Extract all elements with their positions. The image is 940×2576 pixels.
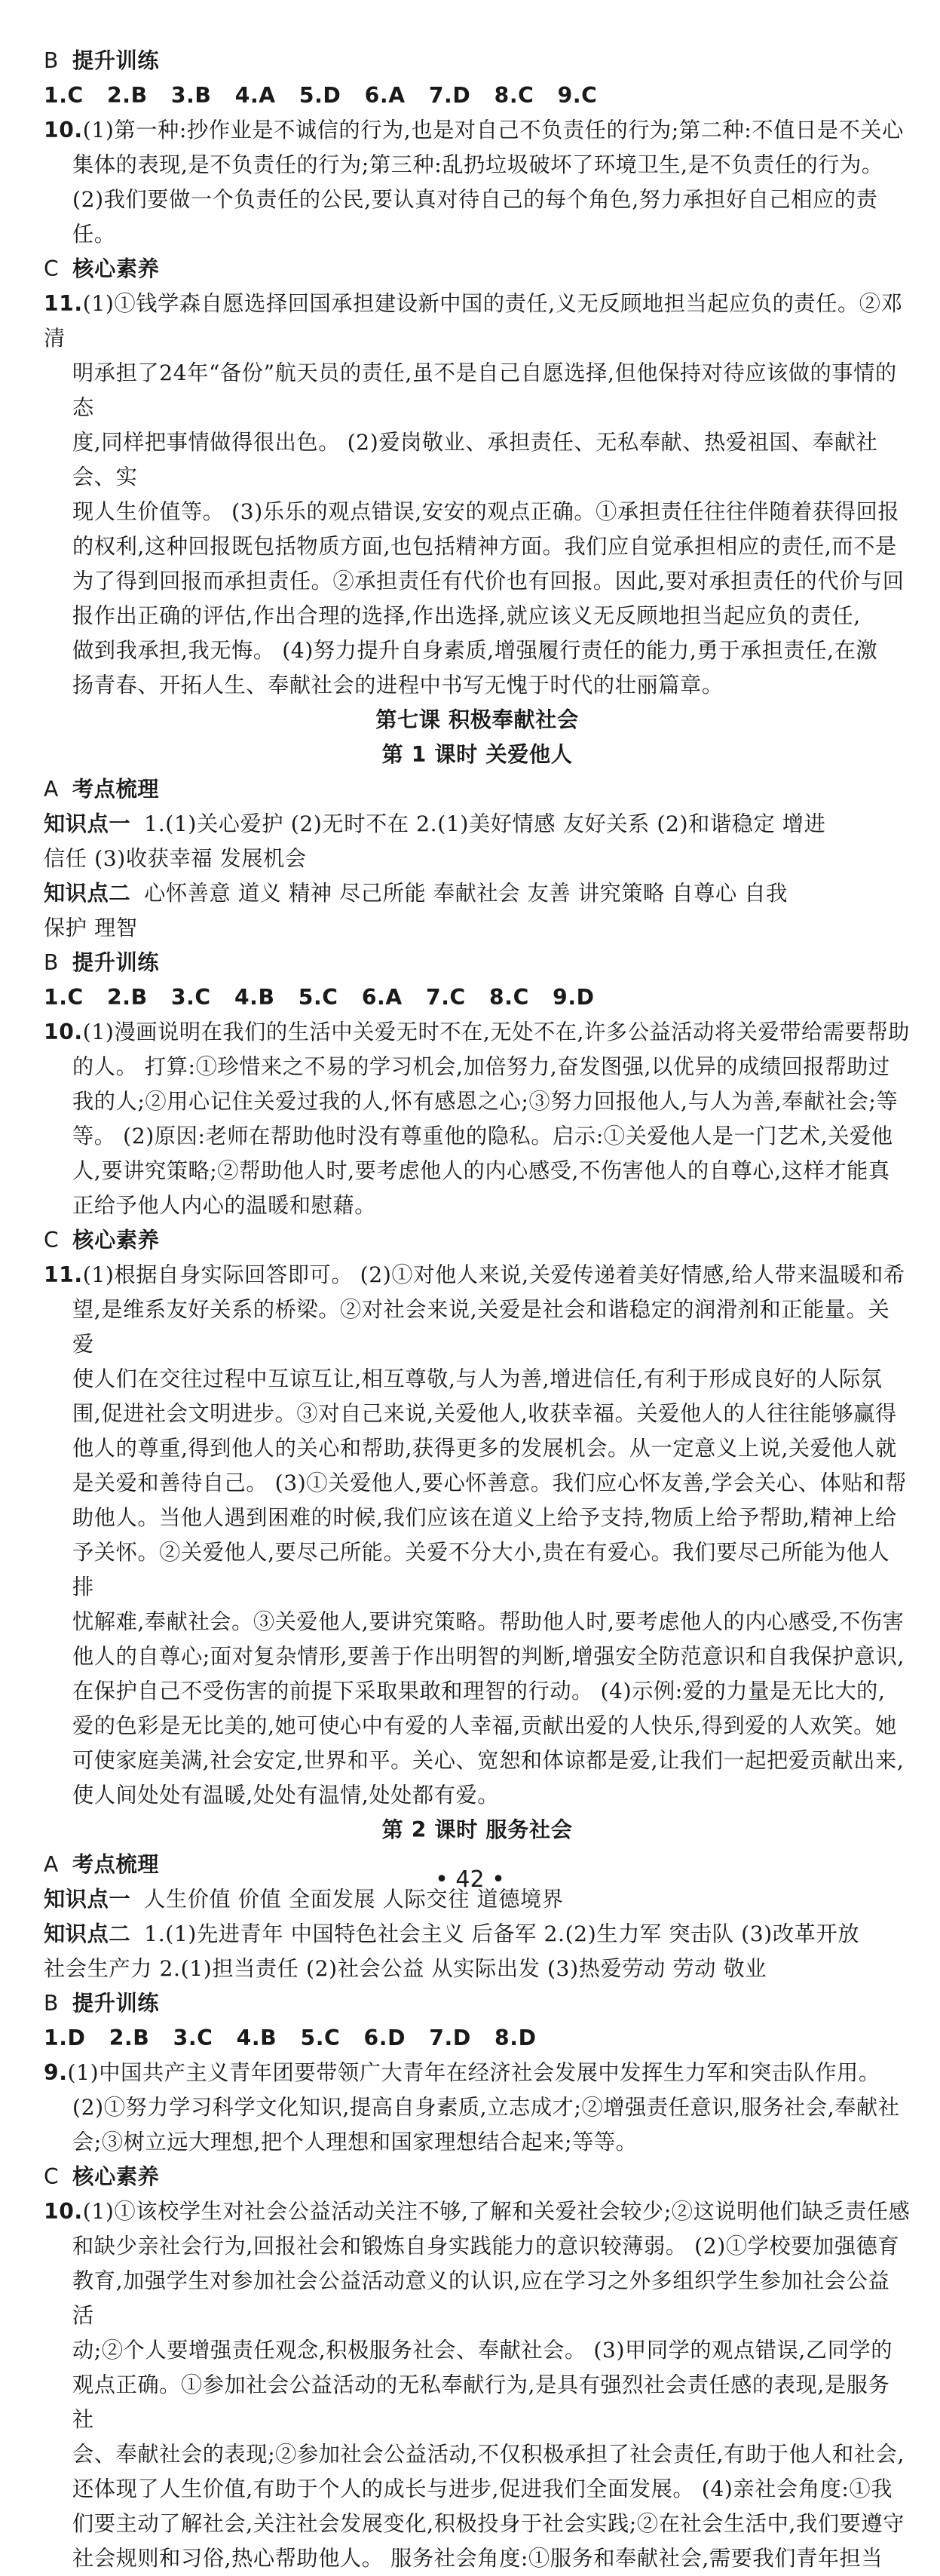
text-line: (2)①努力学习科学文化知识,提高自身素质,立志成才;②增强责任意识,服务社会,奉献社 [72,2095,900,2120]
text-line: 围,促进社会文明进步。③对自己来说,关爱他人,收获幸福。关爱他人的人往往能够赢得 [72,1401,897,1426]
text-line: 等。 (2)原因:老师在帮助他时没有尊重他的隐私。启示:①关爱他人是一门艺术,关爱他 [72,1124,893,1148]
question-11: 11.(1)①钱学森自愿选择回国承担建设新中国的责任,义无反顾地担当起应负的责任。②邓清 [44,291,903,351]
section-header: A 考点梳理 [44,1852,160,1877]
period-title: 第 2 课时 服务社会 [381,1817,573,1842]
text-line: 教育,加强学生对参加社会公益活动意义的认识,应在学习之外多组织学生参加社会公益活 [72,2268,890,2328]
text-line: 可使家庭美满,社会安定,世界和平。关心、宽恕和体谅都是爱,让我们一起把爱贡献出来, [72,1748,905,1773]
knowledge-point-1: 知识点一 1.(1)关心爱护 (2)无时不在 2.(1)美好情感 友好关系 (2)和谐稳定 增进 [44,811,826,836]
text-line: 望,是维系友好关系的桥梁。②对社会来说,关爱是社会和谐稳定的润滑剂和正能量。关爱 [72,1297,890,1357]
text-line: 还体现了人生价值,有助于个人的成长与进步,促进我们全面发展。 (4)亲社会角度:①我 [72,2476,893,2501]
text-line: 会;③树立远大理想,把个人理想和国家理想结合起来;等等。 [72,2130,638,2154]
text-line: 我的人;②用心记住关爱过我的人,怀有感恩之心;③努力回报他人,与人为善,奉献社会;等 [72,1089,899,1114]
text-line: 集体的表现,是不负责任的行为;第三种:乱扔垃圾破坏了环境卫生,是不负责任的行为。 [72,152,883,177]
section-header: A 考点梳理 [44,777,160,802]
text-line: 会、奉献社会的表现;②参加社会公益活动,不仅积极承担了社会责任,有助于他人和社会, [72,2442,905,2467]
text-line: 正给予他人内心的温暖和慰藉。 [72,1193,377,1218]
text-line: 爱的色彩是无比美的,她可使心中有爱的人幸福,贡献出爱的人快乐,得到爱的人欢笑。她 [72,1713,897,1738]
answer-line: 1.D 2.B 3.C 4.B 5.C 6.D 7.D 8.D [44,2026,537,2050]
text-line: 信任 (3)收获幸福 发展机会 [44,846,307,871]
knowledge-point-1: 知识点一 人生价值 价值 全面发展 人际交往 道德境界 [44,1887,564,1912]
page-number: • 42 • [435,1866,505,1893]
text-line: 的权利,这种回报既包括物质方面,也包括精神方面。我们应自觉承担相应的责任,而不是 [72,534,897,559]
text-line: 为了得到回报而承担责任。②承担责任有代价也有回报。因此,要对承担责任的代价与回 [72,569,905,593]
text-line: 度,同样把事情做得很出色。 (2)爱岗敬业、承担责任、无私奉献、热爱祖国、奉献社会、实 [72,430,878,489]
section-header: C 核心素养 [44,1228,160,1253]
section-header: B 提升训练 [44,1991,160,2016]
text-line: 忧解难,奉献社会。③关爱他人,要讲究策略。帮助他人时,要考虑他人的内心感受,不伤害 [72,1609,905,1634]
question-10: 10.(1)①该校学生对社会公益活动关注不够,了解和关爱社会较少;②这说明他们缺乏责任感 [44,2199,911,2224]
section-header: C 核心素养 [44,2164,160,2189]
section-header: B 提升训练 [44,48,160,73]
text-line: 他人的尊重,得到他人的关心和帮助,获得更多的发展机会。从一定意义上说,关爱他人就 [72,1436,897,1461]
question-10: 10.(1)漫画说明在我们的生活中关爱无时不在,无处不在,许多公益活动将关爱带给需要帮助 [44,1020,910,1044]
text-line: 保护 理智 [44,915,138,940]
text-line: 使人们在交往过程中互谅互让,相互尊敬,与人为善,增进信任,有利于形成良好的人际氛 [72,1366,883,1391]
text-line: 人,要讲究策略;②帮助他人时,要考虑他人的内心感受,不伤害他人的自尊心,这样才能真 [72,1158,890,1183]
text-line: 助他人。当他人遇到困难的时候,我们应该在道义上给予支持,物质上给予帮助,精神上给 [72,1505,897,1530]
text-line: 在保护自己不受伤害的前提下采取果敢和理智的行动。 (4)示例:爱的力量是无比大的, [72,1679,886,1704]
text-line: 观点正确。①参加社会公益活动的无私奉献行为,是具有强烈社会责任感的表现,是服务社 [72,2372,890,2432]
answer-line: 1.C 2.B 3.B 4.A 5.D 6.A 7.D 8.C 9.C [44,83,598,108]
text-line: 报作出正确的评估,作出合理的选择,作出选择,就应该义无反顾地担当起应负的责任, [72,603,861,628]
question-11: 11.(1)根据自身实际回答即可。 (2)①对他人来说,关爱传递着美好情感,给人带来温暖和希 [44,1262,905,1287]
knowledge-point-2: 知识点二 1.(1)先进青年 中国特色社会主义 后备军 2.(2)生力军 突击队 (3)改革开放 [44,1921,860,1946]
section-header: B 提升训练 [44,950,160,975]
answer-line: 1.C 2.B 3.C 4.B 5.C 6.A 7.C 8.C 9.D [44,985,595,1010]
text-line: 和缺少亲社会行为,回报社会和锻炼自身实践能力的意识较薄弱。 (2)①学校要加强德育 [72,2234,900,2259]
answer-content [44,44,911,2576]
text-line: 使人间处处有温暖,处处有温情,处处都有爱。 [72,1783,500,1808]
text-line: 社会规则和习俗,热心帮助他人。 服务社会角度:①服务和奉献社会,需要我们青年担当 [72,2546,883,2571]
text-line: 动;②个人要增强责任观念,积极服务社会、奉献社会。 (3)甲同学的观点错误,乙同学的 [72,2338,893,2363]
text-line: 是关爱和善待自己。 (3)①关爱他人,要心怀善意。我们应心怀友善,学会关心、体贴和帮 [72,1470,907,1495]
text-line: 的人。 打算:①珍惜来之不易的学习机会,加倍努力,奋发图强,以优异的成绩回报帮助过 [72,1054,890,1079]
text-line: 们要主动了解社会,关注社会发展变化,积极投身于社会实践;②在社会生活中,我们要遵守 [72,2511,905,2536]
text-line: 现人生价值等。 (3)乐乐的观点错误,安安的观点正确。①承担责任往往伴随着获得回报 [72,499,900,524]
text-line: (2)我们要做一个负责任的公民,要认真对待自己的每个角色,努力承担好自己相应的责任。 [72,187,878,247]
text-line: 明承担了24年“备份”航天员的责任,虽不是自己自愿选择,但他保持对待应该做的事情的态 [72,360,897,420]
text-line: 他人的自尊心;面对复杂情形,要善于作出明智的判断,增强安全防范意识和自我保护意识, [72,1644,905,1669]
text-line: 扬青春、开拓人生、奉献社会的进程中书写无愧于时代的壮丽篇章。 [72,673,724,698]
text-line: 予关怀。②关爱他人,要尽己所能。关爱不分大小,贵在有爱心。我们要尽己所能为他人排 [72,1540,890,1599]
section-header: C 核心素养 [44,256,160,281]
lesson-title: 第七课 积极奉献社会 [375,707,579,732]
question-10: 10.(1)第一种:抄作业是不诚信的行为,也是对自己不负责任的行为;第二种:不值日是不关心 [44,118,904,143]
knowledge-point-2: 知识点二 心怀善意 道义 精神 尽己所能 奉献社会 友善 讲究策略 自尊心 自我 [44,881,788,906]
period-title: 第 1 课时 关爱他人 [381,742,573,767]
text-line: 社会生产力 2.(1)担当责任 (2)社会公益 从实际出发 (3)热爱劳动 劳动 敬业 [44,1956,767,1981]
text-line: 做到我承担,我无悔。 (4)努力提升自身素质,增强履行责任的能力,勇于承担责任,在激 [72,638,878,663]
question-9: 9.(1)中国共产主义青年团要带领广大青年在经济社会发展中发挥生力军和突击队作用。 [44,2060,880,2085]
